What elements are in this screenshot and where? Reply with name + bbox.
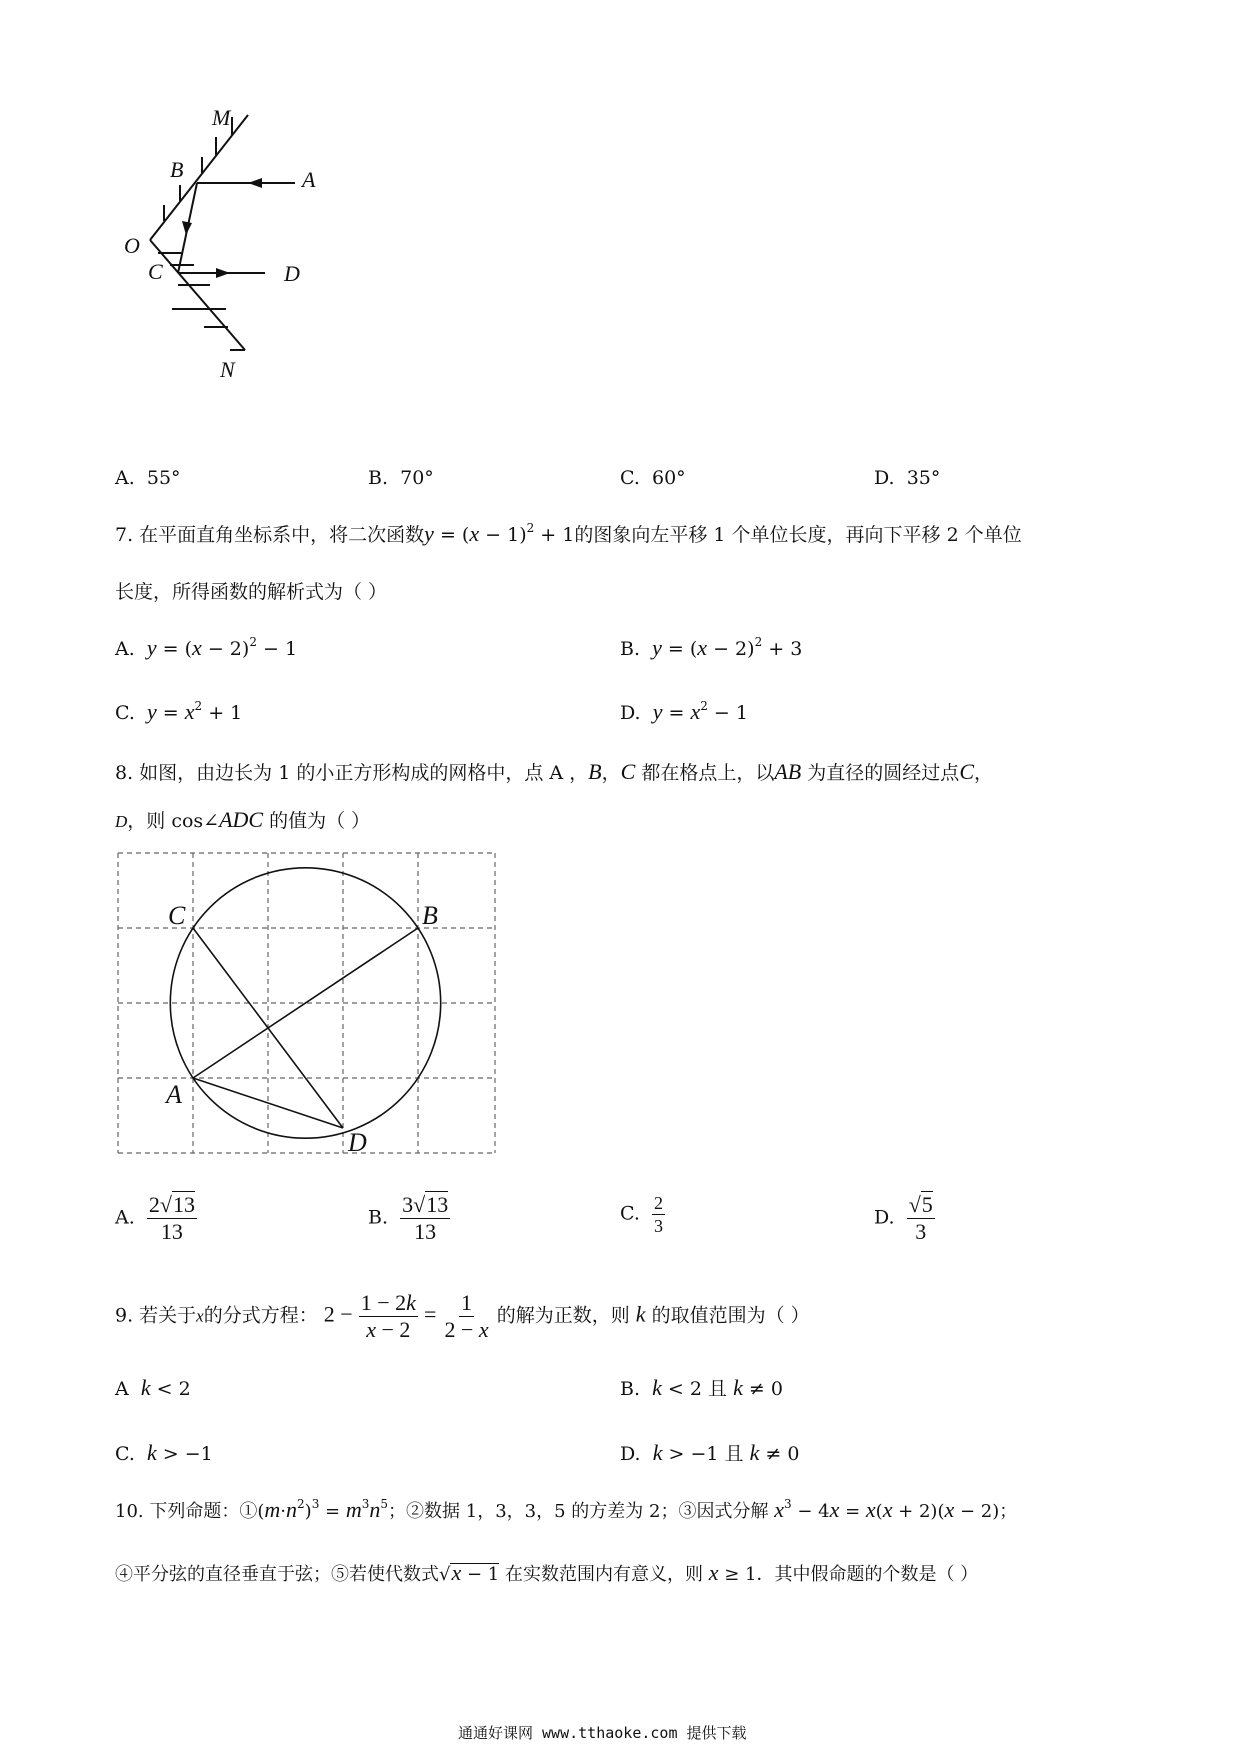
- label-N: N: [220, 357, 235, 382]
- q6-option-b: B. 70°: [368, 467, 434, 489]
- label-B: B: [170, 157, 184, 182]
- q9-option-d: D. k > −1 且 k ≠ 0: [620, 1440, 800, 1465]
- q7-option-b: B. $y = (x - 2)^2 + 3$: [620, 635, 803, 660]
- circle-grid-figure: [110, 845, 510, 1175]
- q8-option-d: D. $\frac{√5}{3}$: [874, 1192, 933, 1244]
- label-A: A: [302, 167, 316, 192]
- label-M: M: [212, 105, 231, 130]
- q9-option-c: C. k > −1: [115, 1440, 213, 1465]
- q10-line2: ④平分弦的直径垂直于弦；⑤若使代数式√x − 1 在实数范围内有意义，则 x ≥ 1．其中假命题的个数是（ ）: [115, 1560, 979, 1585]
- grid-label-C: C: [168, 901, 186, 930]
- mirror-reflection-figure: [120, 105, 360, 435]
- q7-option-c: C. $y = x^2 + 1$: [115, 699, 243, 724]
- q10-line1: 10. 下列命题：$①(m\cdot n^2)^3 = m^3n^5$；②数据 1，3，3，5 的方差为 2；③因式分解 $x^3 - 4x = x(x + 2)(x - 2)$；: [115, 1497, 1018, 1522]
- q8-line2: D，则 cos∠ADC 的值为（ ）: [115, 807, 371, 832]
- q9-option-b: B. k < 2 且 k ≠ 0: [620, 1375, 783, 1400]
- grid-label-D: D: [348, 1128, 367, 1157]
- q6-option-c: C. 60°: [620, 467, 686, 489]
- q7-line2: 长度，所得函数的解析式为（ ）: [115, 581, 388, 603]
- q7-option-d: D. $y = x^2 - 1$: [620, 699, 748, 724]
- grid-label-A: A: [166, 1080, 182, 1109]
- q8-line1: 8. 如图，由边长为 1 的小正方形构成的网格中，点 A ，B，C 都在格点上，以AB 为直径的圆经过点C，: [115, 759, 994, 784]
- q6-option-a: A. 55°: [115, 467, 181, 489]
- q8-option-c: C. $\frac{2}{3}$: [620, 1193, 663, 1236]
- grid-label-B: B: [422, 901, 438, 930]
- q9-line: 9. 若关于x的分式方程： 2 − $\frac{1 - 2k}{x - 2}$ = $\frac{1}{2 - x}$ 的解为正数，则 k 的取值范围为（ ）: [115, 1290, 810, 1342]
- page-footer: 通通好课网 www.tthaoke.com 提供下载: [458, 1724, 747, 1742]
- label-D: D: [284, 261, 300, 286]
- q7-line1: 7. 在平面直角坐标系中，将二次函数$y = (x - 1)^2 + 1$的图象向左平移 1 个单位长度，再向下平移 2 个单位: [115, 521, 1022, 546]
- q6-option-d: D. 35°: [874, 467, 941, 489]
- q8-option-a: A. $\frac{2√13}{13}$: [115, 1192, 195, 1244]
- q9-option-a: A k < 2: [115, 1375, 191, 1400]
- label-O: O: [124, 233, 140, 258]
- q7-option-a: A. $y = (x - 2)^2 - 1$: [115, 635, 298, 660]
- label-C: C: [148, 259, 163, 284]
- q8-option-b: B. $\frac{3√13}{13}$: [368, 1192, 449, 1244]
